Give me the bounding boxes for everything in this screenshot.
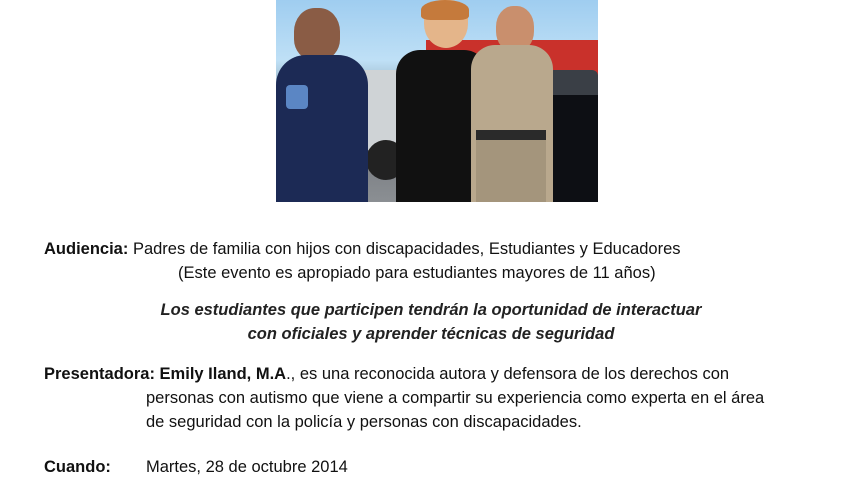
highlight-line-2: con oficiales y aprender técnicas de seguridad <box>247 325 615 343</box>
presenter-name: Emily Iland, M.A <box>154 365 287 383</box>
presenter-label: Presentadora: <box>44 365 155 383</box>
presenter-text-2: personas con autismo que viene a compartir su experiencia como experta en el área <box>146 389 765 407</box>
audience-note: (Este evento es apropiado para estudiantes mayores de 11 años) <box>178 264 656 282</box>
audience-label: Audiencia: <box>44 240 129 258</box>
highlight-line-1: Los estudiantes que participen tendrán la oportunidad de interactuar <box>160 301 702 319</box>
audience-text: Padres de familia con hijos con discapacidades, Estudiantes y Educadores <box>128 240 681 258</box>
presenter-text-1: ., es una reconocida autora y defensora de los derechos con <box>286 365 730 383</box>
when-date: Martes, 28 de octubre 2014 <box>146 458 348 476</box>
event-photo <box>276 0 598 202</box>
presenter-text-3: de seguridad con la policía y personas con discapacidades. <box>146 413 582 431</box>
when-label: Cuando: <box>44 458 111 476</box>
